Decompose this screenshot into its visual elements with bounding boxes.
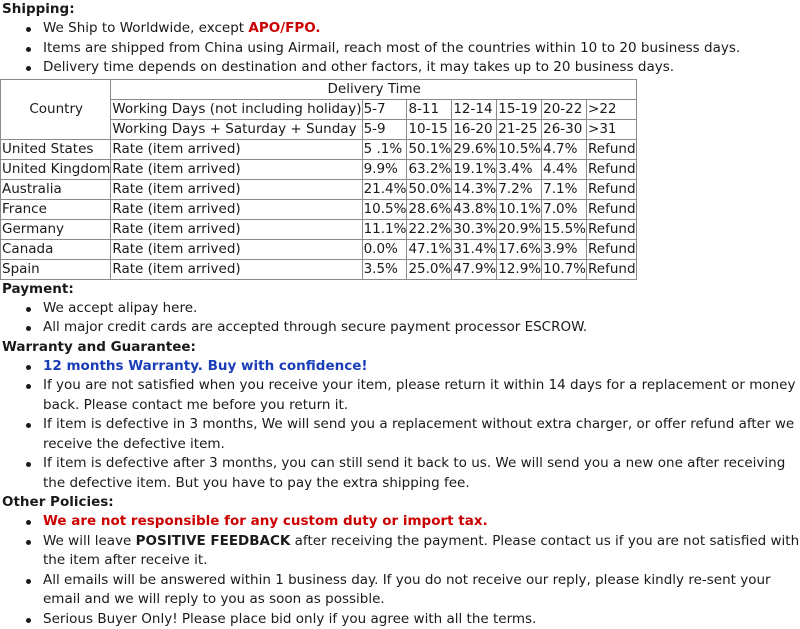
list-item: All major credit cards are accepted through secure payment processor ESCROW. [43, 318, 800, 338]
list-item: Serious Buyer Only! Please place bid only if you agree with all the terms. [43, 610, 800, 629]
rate-cell: 47.1% [407, 239, 452, 259]
warranty-highlight: 12 months Warranty. Buy with confidence! [43, 358, 368, 374]
table-row [1, 219, 637, 239]
list-item [43, 357, 800, 377]
rate-cell: Refund [587, 239, 637, 259]
shipping-list [0, 19, 800, 78]
rate-cell: 29.6% [452, 139, 497, 159]
rate-cell: 11.1% [362, 219, 407, 239]
rate-cell: Refund [587, 179, 637, 199]
range-cell: 8-11 [407, 99, 452, 119]
delivery-time-header: Delivery Time [111, 79, 637, 99]
rate-cell: Refund [587, 259, 637, 279]
working-days-weekend-label: Working Days + Saturday + Sunday [111, 119, 362, 139]
rate-cell: 5 .1% [362, 139, 407, 159]
list-item: We accept alipay here. [43, 299, 800, 319]
table-row [1, 159, 637, 179]
rate-cell: 50.0% [407, 179, 452, 199]
rate-cell: 7.2% [497, 179, 542, 199]
rate-label-cell: Rate (item arrived) [111, 259, 362, 279]
list-item: Items are shipped from China using Airmail, reach most of the countries within 10 to 20 business days. [43, 39, 800, 59]
working-days-label: Working Days (not including holiday) [111, 99, 362, 119]
country-cell: Spain [1, 259, 111, 279]
list-item: We Ship to Worldwide, except APO/FPO. [43, 19, 800, 39]
rate-cell: 10.5% [362, 199, 407, 219]
rate-cell: Refund [587, 199, 637, 219]
list-item: If item is defective in 3 months, We will send you a replacement without extra charger, or offer refund after we receive the defective item. [43, 415, 800, 454]
delivery-rate-table [0, 79, 637, 280]
country-cell: Germany [1, 219, 111, 239]
shipping-heading: Shipping: [0, 0, 800, 19]
warranty-list [0, 357, 800, 494]
rate-cell: Refund [587, 159, 637, 179]
table-row [1, 179, 637, 199]
rate-cell: 10.1% [497, 199, 542, 219]
rate-cell: 63.2% [407, 159, 452, 179]
payment-heading: Payment: [0, 280, 800, 299]
country-cell: United Kingdom [1, 159, 111, 179]
list-item: If you are not satisfied when you receive your item, please return it within 14 days for a replacement or money back. Please contact me before you return it. [43, 376, 800, 415]
rate-cell: 10.7% [542, 259, 587, 279]
range-cell: 16-20 [452, 119, 497, 139]
table-row [1, 139, 637, 159]
rate-cell: 25.0% [407, 259, 452, 279]
rate-cell: 47.9% [452, 259, 497, 279]
range-cell: 21-25 [497, 119, 542, 139]
country-cell: United States [1, 139, 111, 159]
rate-cell: 12.9% [497, 259, 542, 279]
rate-cell: 7.0% [542, 199, 587, 219]
rate-cell: 43.8% [452, 199, 497, 219]
range-cell: 5-7 [362, 99, 407, 119]
rate-cell: 3.4% [497, 159, 542, 179]
rate-label-cell: Rate (item arrived) [111, 179, 362, 199]
range-cell: >22 [587, 99, 637, 119]
payment-list [0, 299, 800, 338]
rate-cell: 50.1% [407, 139, 452, 159]
country-header: Country [1, 79, 111, 139]
range-cell: 26-30 [542, 119, 587, 139]
policies-list [0, 512, 800, 629]
policies-heading: Other Policies: [0, 493, 800, 512]
rate-cell: 14.3% [452, 179, 497, 199]
country-cell: Canada [1, 239, 111, 259]
rate-label-cell: Rate (item arrived) [111, 159, 362, 179]
list-item: Delivery time depends on destination and other factors, it may takes up to 20 business days. [43, 58, 800, 78]
rate-cell: 22.2% [407, 219, 452, 239]
rate-label-cell: Rate (item arrived) [111, 239, 362, 259]
rate-cell: 17.6% [497, 239, 542, 259]
warranty-heading: Warranty and Guarantee: [0, 338, 800, 357]
rate-cell: 0.0% [362, 239, 407, 259]
range-cell: 5-9 [362, 119, 407, 139]
rate-cell: 3.9% [542, 239, 587, 259]
range-cell: 20-22 [542, 99, 587, 119]
rate-cell: 28.6% [407, 199, 452, 219]
rate-cell: 3.5% [362, 259, 407, 279]
rate-cell: 20.9% [497, 219, 542, 239]
country-cell: France [1, 199, 111, 219]
rate-cell: Refund [587, 139, 637, 159]
rate-cell: 21.4% [362, 179, 407, 199]
range-cell: 15-19 [497, 99, 542, 119]
rate-cell: Refund [587, 219, 637, 239]
rate-cell: 4.7% [542, 139, 587, 159]
rate-cell: 19.1% [452, 159, 497, 179]
list-item: All emails will be answered within 1 business day. If you do not receive our reply, please kindly re-sent your email and we will reply to you as soon as possible. [43, 571, 800, 610]
rate-label-cell: Rate (item arrived) [111, 139, 362, 159]
table-row [1, 259, 637, 279]
range-cell: 10-15 [407, 119, 452, 139]
rate-label-cell: Rate (item arrived) [111, 219, 362, 239]
rate-cell: 9.9% [362, 159, 407, 179]
apo-fpo-highlight: APO/FPO. [248, 20, 320, 36]
rate-cell: 10.5% [497, 139, 542, 159]
table-row [1, 199, 637, 219]
table-row [1, 239, 637, 259]
rate-cell: 15.5% [542, 219, 587, 239]
rate-cell: 31.4% [452, 239, 497, 259]
range-cell: >31 [587, 119, 637, 139]
list-item [43, 512, 800, 532]
rate-cell: 30.3% [452, 219, 497, 239]
list-item: If item is defective after 3 months, you can still send it back to us. We will send you a new one after receiving the defective item. But you have to pay the extra shipping fee. [43, 454, 800, 493]
rate-label-cell: Rate (item arrived) [111, 199, 362, 219]
positive-feedback-text: POSITIVE FEEDBACK [136, 533, 291, 549]
country-cell: Australia [1, 179, 111, 199]
list-item: We will leave POSITIVE FEEDBACK after receiving the payment. Please contact us if you are not satisfied with the item after receive it. [43, 532, 800, 571]
rate-cell: 7.1% [542, 179, 587, 199]
rate-cell: 4.4% [542, 159, 587, 179]
custom-duty-notice: We are not responsible for any custom duty or import tax. [43, 513, 488, 529]
range-cell: 12-14 [452, 99, 497, 119]
